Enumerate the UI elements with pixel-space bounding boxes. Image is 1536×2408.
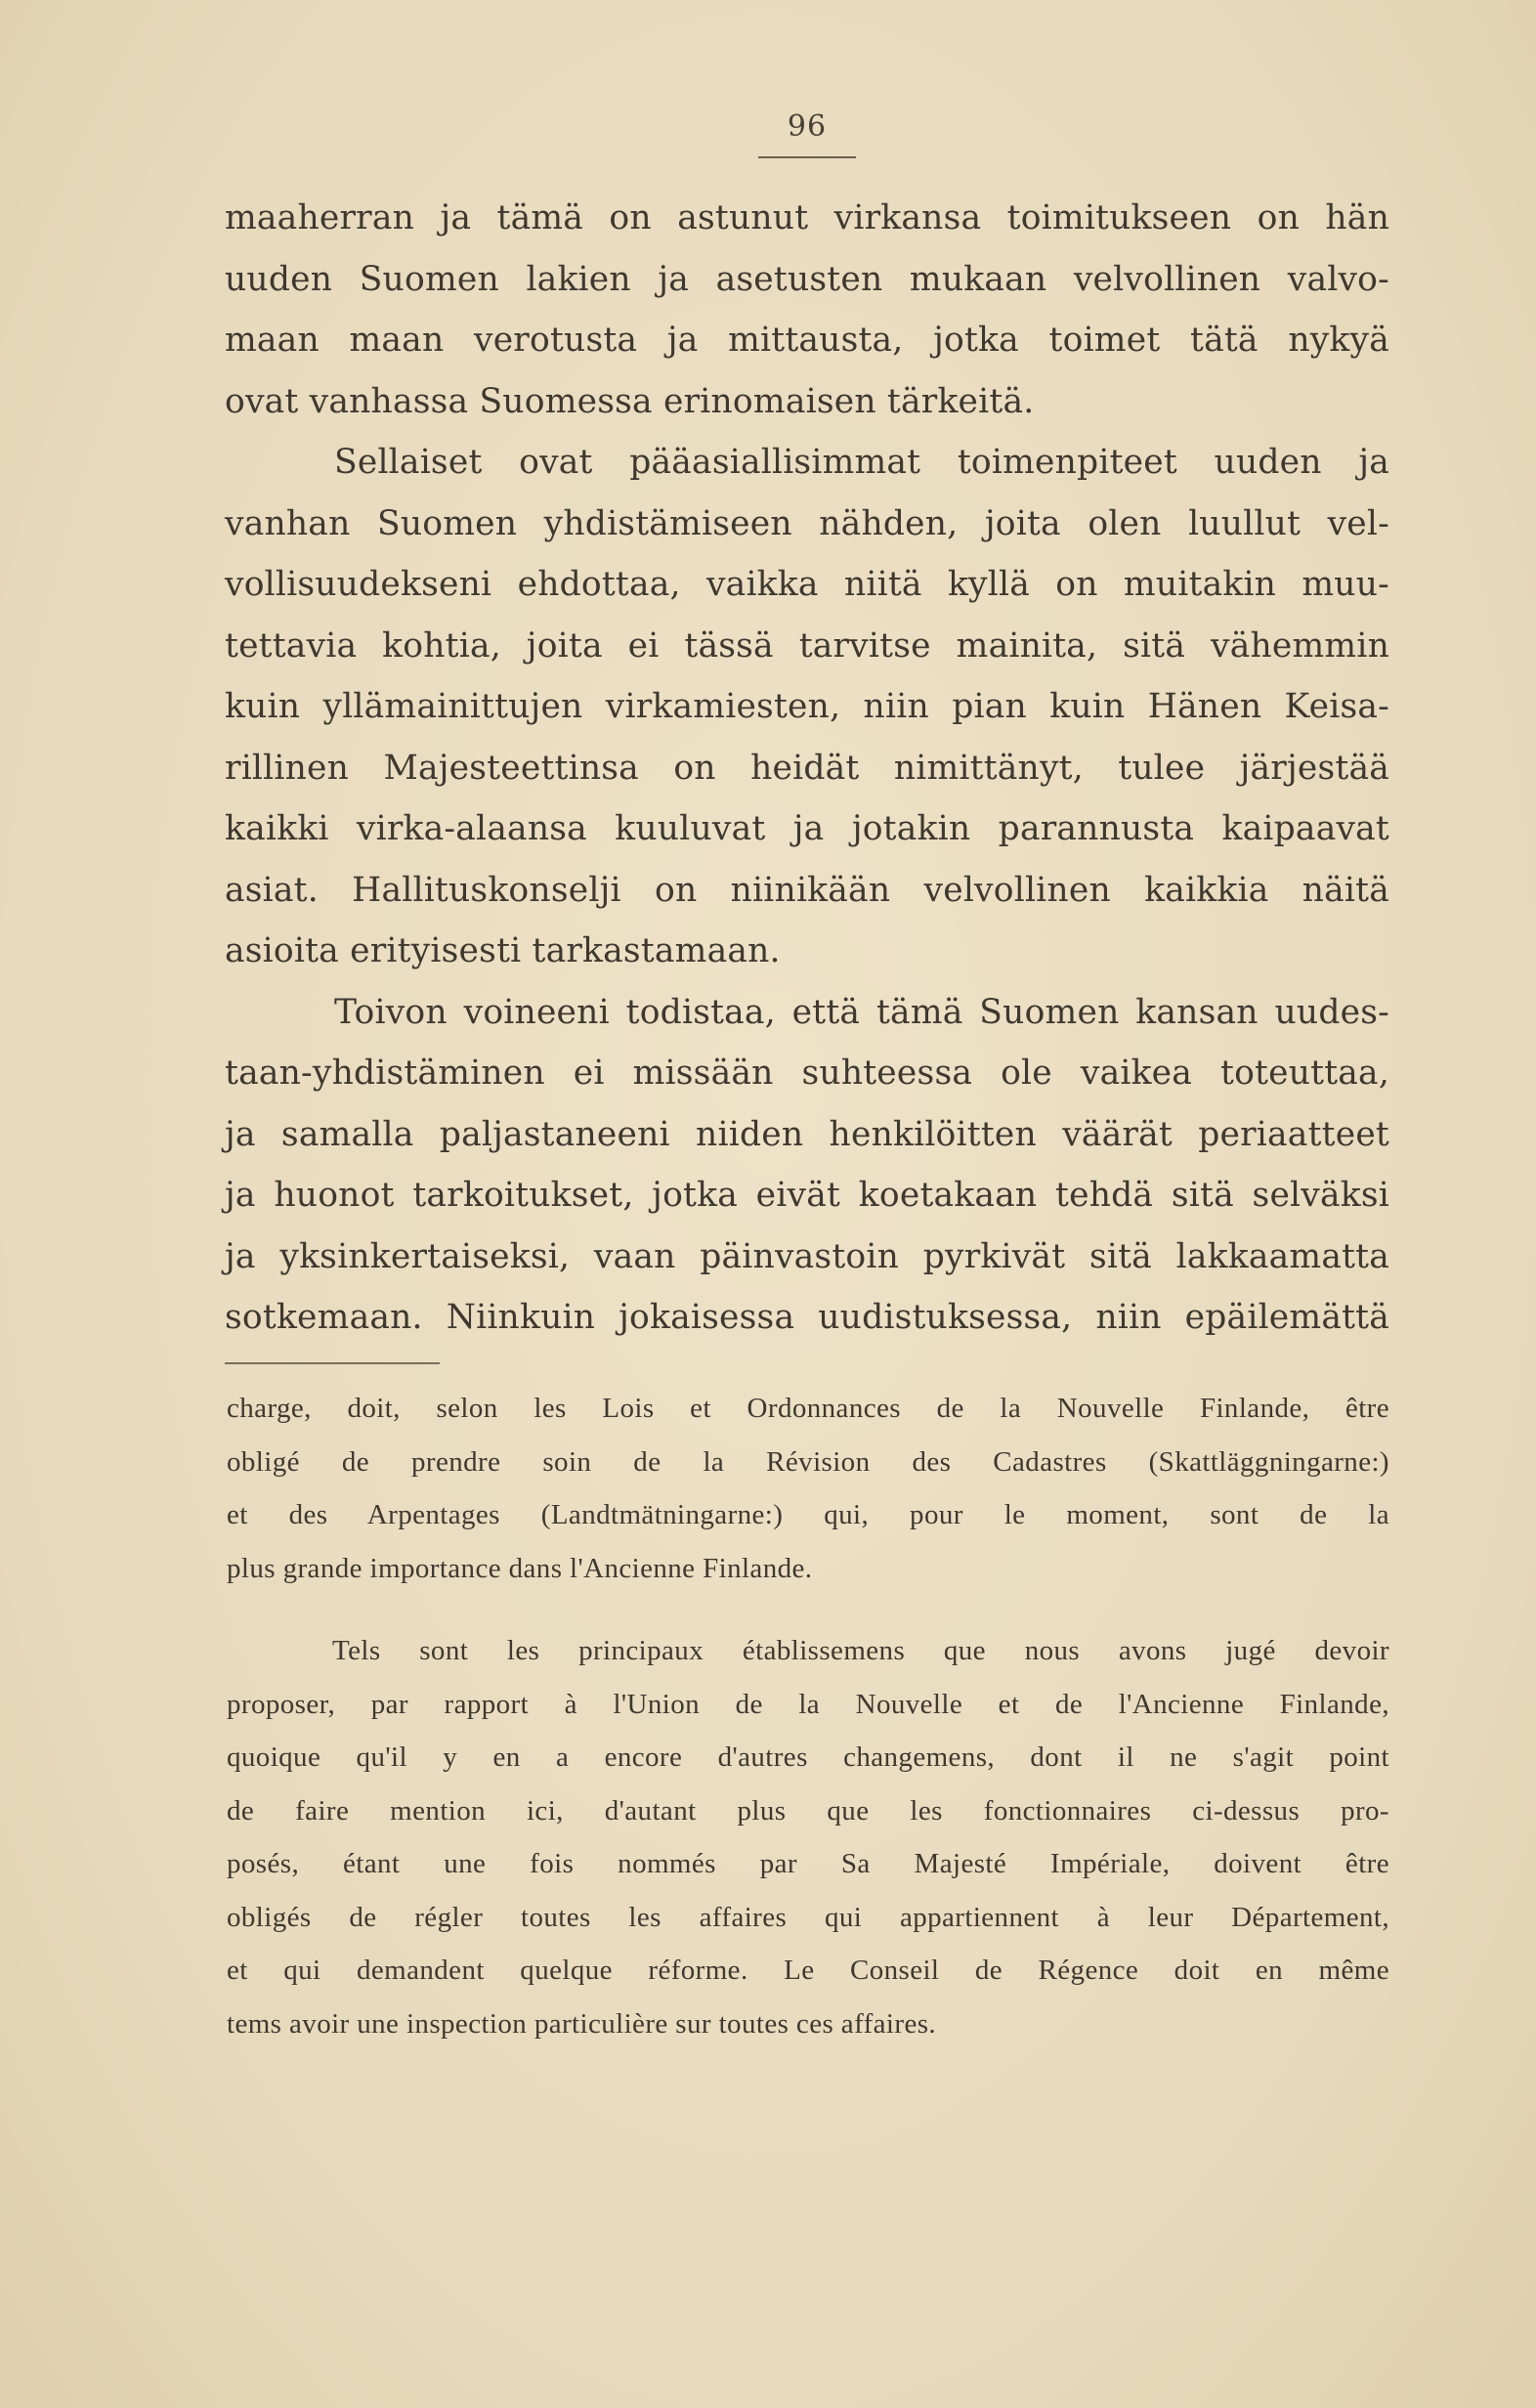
text-line: vollisuudekseni ehdottaa, vaikka niitä kyllä on muitakin muu-: [225, 565, 1389, 604]
text-line: maan maan verotusta ja mittausta, jotka toimet tätä nykyä: [225, 321, 1389, 360]
text-line: rillinen Majesteettinsa on heidät nimittänyt, tulee järjestää: [225, 748, 1389, 788]
page-number: 96: [787, 109, 828, 144]
footnote-line: plus grande importance dans l'Ancienne Finlande.: [227, 1552, 813, 1584]
text-line: Sellaiset ovat pääasiallisimmat toimenpiteet uuden ja: [334, 443, 1389, 482]
text-line: vanhan Suomen yhdistämiseen nähden, joita olen luullut vel-: [225, 503, 1389, 543]
footnote-line: obligés de régler toutes les affaires qui appartiennent à leur Département,: [227, 1901, 1389, 1933]
footnote-line: et qui demandent quelque réforme. Le Conseil de Régence doit en même: [227, 1955, 1389, 1986]
footnote-line: de faire mention ici, d'autant plus que les fonctionnaires ci-dessus pro-: [227, 1794, 1389, 1827]
text-line: asiat. Hallituskonselji on niinikään velvollinen kaikkia näitä: [225, 870, 1389, 910]
footnote-rule: [225, 1362, 440, 1364]
text-line: tettavia kohtia, joita ei tässä tarvitse mainita, sitä vähemmin: [225, 625, 1389, 666]
footnote-paragraph-1: [227, 1382, 1389, 1595]
text-line: maaherran ja tämä on astunut virkansa toimitukseen on hän: [225, 198, 1389, 237]
text-line: ja yksinkertaiseksi, vaan päinvastoin pyrkivät sitä lakkaamatta: [225, 1236, 1389, 1276]
main-text-body: [225, 188, 1389, 1349]
footnote-line: et des Arpentages (Landtmätningarne:) qui, pour le moment, sont de la: [227, 1499, 1389, 1530]
footnote-line: tems avoir une inspection particulière sur toutes ces affaires.: [227, 2007, 937, 2040]
text-line: uuden Suomen lakien ja asetusten mukaan velvollinen valvo-: [225, 259, 1389, 299]
text-line: ja samalla paljastaneeni niiden henkilöitten väärät periaatteet: [225, 1114, 1389, 1154]
footnote-line: Tels sont les principaux établissemens que nous avons jugé devoir: [332, 1635, 1389, 1666]
text-line: kaikki virka-alaansa kuuluvat ja jotakin parannusta kaipaavat: [225, 809, 1389, 848]
text-line: sotkemaan. Niinkuin jokaisessa uudistuksessa, niin epäilemättä: [225, 1298, 1389, 1337]
text-line: kuin yllämainittujen virkamiesten, niin pian kuin Hänen Keisa-: [225, 687, 1389, 726]
footnote-line: charge, doit, selon les Lois et Ordonnances de la Nouvelle Finlande, être: [227, 1393, 1389, 1424]
footnote-line: quoique qu'il y en a encore d'autres changemens, dont il ne s'agit point: [227, 1742, 1389, 1773]
text-line: taan-yhdistäminen ei missään suhteessa ole vaikea toteuttaa,: [225, 1054, 1389, 1093]
footnote-paragraph-2: [227, 1624, 1389, 2050]
footnote-line: proposer, par rapport à l'Union de la Nouvelle et de l'Ancienne Finlande,: [227, 1688, 1389, 1720]
page-number-rule: [758, 156, 856, 158]
text-line: ovat vanhassa Suomessa erinomaisen tärkeitä.: [225, 381, 1035, 421]
text-line: Toivon voineeni todistaa, että tämä Suomen kansan uudes-: [334, 992, 1389, 1032]
paragraph-start-line: [225, 432, 1389, 494]
paragraph-start-line: [225, 982, 1389, 1044]
text-line: ja huonot tarkoitukset, jotka eivät koetakaan tehdä sitä selväksi: [225, 1176, 1389, 1215]
footnote-line: obligé de prendre soin de la Révision des Cadastres (Skattläggningarne:): [227, 1445, 1389, 1478]
text-line: asioita erityisesti tarkastamaan.: [225, 931, 781, 970]
footnote-line: posés, étant une fois nommés par Sa Majesté Impériale, doivent être: [227, 1848, 1389, 1879]
paragraph-start-line: [227, 1624, 1389, 1678]
